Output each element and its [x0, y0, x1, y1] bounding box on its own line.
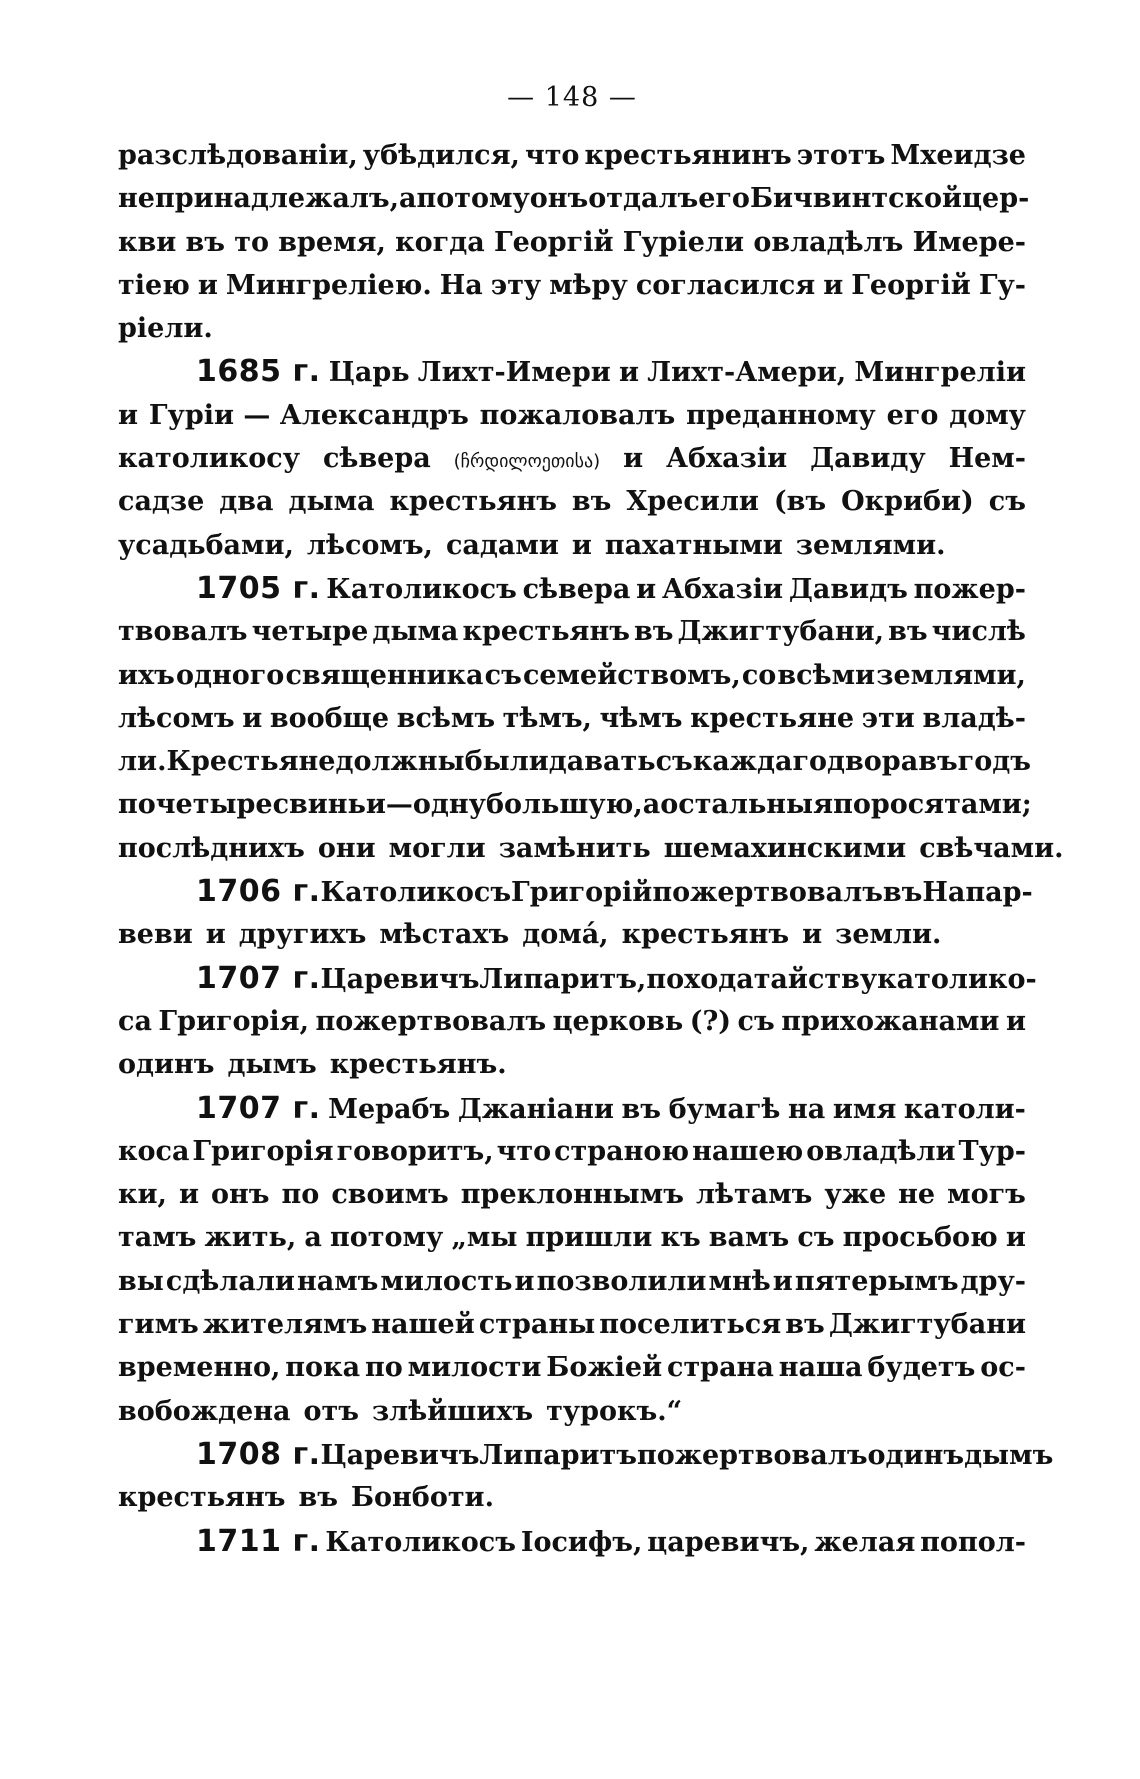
word: крестьянъ [389, 486, 557, 518]
text-line [118, 1087, 1026, 1130]
word: дру- [960, 1265, 1026, 1297]
word: нашею [692, 1135, 804, 1167]
entry-year: 1708 г. [196, 1436, 321, 1472]
text-body [118, 134, 1064, 1563]
word: коса [118, 1135, 190, 1167]
word: мнѣ [708, 1265, 771, 1297]
word: землями, [876, 659, 1026, 691]
word: своимъ [331, 1179, 449, 1211]
word: одного [175, 659, 285, 691]
word: Мингреліи [854, 357, 1026, 389]
word: нашей [371, 1309, 475, 1341]
word: потому [330, 1222, 444, 1254]
text-line [118, 913, 1026, 956]
word: Георгій [851, 269, 971, 301]
page-number: — 148 — [507, 82, 637, 113]
text-line [118, 1303, 1026, 1346]
word: послѣднихъ [118, 832, 305, 864]
word: не [898, 1179, 936, 1211]
word: были [464, 746, 549, 778]
word: и [242, 702, 263, 734]
word: намъ [296, 1265, 379, 1297]
entry-year: 1707 г. [196, 960, 321, 996]
text-line [118, 1520, 1026, 1563]
word: въ [888, 616, 928, 648]
word: Мхеидзе [890, 140, 1026, 171]
word: Католикосъ [320, 877, 512, 909]
text-line [118, 827, 1064, 870]
word: временно, [118, 1352, 281, 1384]
text-line [118, 264, 1026, 307]
word: и [619, 357, 640, 389]
word: въ [298, 1482, 338, 1514]
word: жить, [204, 1222, 297, 1254]
word: (ჩრდილოეთისა) [453, 451, 601, 473]
word: кви [118, 226, 177, 258]
word: католико- [877, 963, 1037, 995]
word: желая [814, 1526, 916, 1558]
text-line [118, 697, 1026, 740]
word: пожертвовалъ [652, 877, 883, 909]
word: въ [634, 616, 674, 648]
word: прихожанами [781, 1005, 1000, 1037]
word: чѣмъ [599, 702, 683, 734]
word: имя [832, 1093, 897, 1125]
word: Липаритъ [479, 1439, 637, 1471]
word: ли. [118, 746, 167, 778]
word: шемахинскими [663, 832, 907, 864]
word: турокъ.“ [546, 1395, 683, 1427]
word: и [772, 1265, 793, 1297]
word: онъ [529, 183, 589, 215]
word: Лихт-Имери [417, 357, 611, 389]
word: пожаловалъ [479, 399, 676, 431]
word: веви [118, 919, 193, 951]
word: съ [988, 486, 1026, 518]
text-line [118, 1173, 1026, 1216]
word: пожертвовалъ [636, 1439, 868, 1471]
word: На [439, 269, 483, 301]
word: гимъ [118, 1309, 199, 1341]
word: пока [285, 1352, 361, 1384]
word: а [642, 789, 661, 821]
word: могли [388, 832, 486, 864]
word: ходатайству [684, 963, 878, 995]
entry-year: 1711 г. [196, 1523, 321, 1559]
word: поселиться [599, 1309, 782, 1341]
word: годъ [957, 746, 1031, 778]
word: Лихт-Амери, [647, 357, 847, 389]
word: Джаніани [457, 1093, 614, 1125]
word: са [118, 1005, 152, 1037]
word: Абхазіи [666, 443, 788, 475]
word: Мингреліею. [225, 269, 432, 301]
word: тамъ [118, 1222, 197, 1254]
word: Царевичъ [320, 1439, 480, 1471]
word: пожертвовалъ [315, 1005, 547, 1037]
word: Напар- [922, 877, 1033, 909]
word: мѣстахъ [379, 919, 510, 951]
word: непринадлежалъ, [118, 183, 399, 215]
text-line [118, 1346, 1026, 1389]
word: пахатными [604, 529, 783, 561]
word: онъ [211, 1179, 270, 1211]
word: всѣми [777, 659, 876, 691]
word: дыма [372, 616, 459, 648]
word: католикосу [118, 443, 301, 475]
word: крестьянъ [462, 616, 630, 648]
text-line [118, 1130, 1026, 1173]
word: тіею [118, 269, 190, 301]
word: крестьянъ [118, 1482, 286, 1514]
text-line [118, 1390, 1026, 1433]
book-page [118, 78, 1064, 1563]
word: они [317, 832, 376, 864]
word: пятерымъ [794, 1265, 959, 1297]
word: потому [416, 183, 530, 215]
text-line [118, 350, 1026, 393]
word: владѣ- [922, 702, 1026, 734]
word: эту [490, 269, 542, 301]
word: Гуріели [622, 226, 745, 258]
text-line [118, 740, 1031, 783]
word: семействомъ, [522, 659, 741, 691]
word: Нем- [948, 443, 1026, 475]
text-line [118, 437, 1026, 480]
word: преданному [686, 399, 876, 431]
word: (въ [773, 486, 827, 518]
word: по [646, 963, 685, 995]
word: вамъ [708, 1222, 790, 1254]
word: числѣ [931, 616, 1026, 648]
word: и [178, 1179, 199, 1211]
word: дыма [288, 486, 375, 518]
word: просьбою [842, 1222, 998, 1254]
word: и [636, 573, 657, 605]
word: одинъ [118, 1049, 215, 1081]
word: и [118, 399, 139, 431]
word: по [118, 789, 156, 821]
word: сѣвера [522, 573, 631, 605]
word: Мерабъ [328, 1093, 451, 1125]
text-line [118, 1260, 1026, 1303]
word: съ [797, 1222, 835, 1254]
word: Джигтубани [828, 1309, 1026, 1341]
word: четыре [155, 789, 273, 821]
text-line [118, 957, 1037, 1000]
word: крестьянинъ [584, 140, 792, 171]
word: Григорія, [158, 1005, 310, 1037]
text-line [118, 221, 1026, 264]
word: должны [335, 746, 465, 778]
word: священника [285, 659, 484, 691]
word: четыре [251, 616, 369, 648]
text-line [118, 1476, 1026, 1519]
word: поросятами; [833, 789, 1032, 821]
word: отъ [303, 1395, 359, 1427]
word: по [364, 1352, 403, 1384]
word: ки, [118, 1179, 167, 1211]
word: церковь [552, 1005, 684, 1037]
word: къ [660, 1222, 701, 1254]
word: съ [655, 746, 693, 778]
entry-year: 1706 г. [196, 874, 321, 910]
word: земли. [835, 919, 942, 951]
word: попол- [920, 1526, 1026, 1558]
word: двора [827, 746, 919, 778]
word: будетъ [867, 1352, 976, 1384]
text-line [118, 1216, 1026, 1259]
word: его [886, 399, 939, 431]
word: замѣнить [498, 832, 651, 864]
word: милости [407, 1352, 542, 1384]
word: на [788, 1093, 826, 1125]
word: позволили [536, 1265, 707, 1297]
word: убѣдился, [362, 140, 520, 171]
word: Католикосъ [325, 1526, 516, 1558]
word: два [219, 486, 274, 518]
word: давать [548, 746, 656, 778]
word: что [496, 1135, 552, 1167]
word: бумагѣ [668, 1093, 781, 1125]
text-line [118, 1433, 1054, 1476]
word: одинъ [867, 1439, 965, 1471]
word: въ [785, 1309, 825, 1341]
word: Джигтубани, [677, 616, 885, 648]
word: и [514, 1265, 535, 1297]
word: Григорія [192, 1135, 334, 1167]
entry-year: 1705 г. [196, 570, 321, 606]
word: домá, [522, 919, 609, 951]
entry-year: 1707 г. [196, 1090, 321, 1126]
word: Имере- [912, 226, 1026, 258]
word: а [304, 1222, 322, 1254]
word: въ [185, 226, 226, 258]
word: разслѣдованіи, [118, 140, 358, 171]
word: цер- [962, 183, 1030, 215]
word: и [197, 269, 218, 301]
word: дымъ [227, 1049, 317, 1081]
word: Хресили [626, 486, 759, 518]
word: этотъ [796, 140, 886, 171]
word: большую, [485, 789, 643, 821]
word: въ [571, 486, 612, 518]
word: свѣчами. [919, 832, 1064, 864]
word: Липаритъ, [479, 963, 647, 995]
word: со [741, 659, 777, 691]
word: всѣмъ [396, 702, 496, 734]
word: крестьянъ. [329, 1049, 507, 1081]
word: согласился [635, 269, 816, 301]
text-line [118, 1043, 1026, 1086]
word: Крестьяне [166, 746, 336, 778]
word: а [398, 183, 417, 215]
word: лѣсомъ, [306, 529, 433, 561]
word: царевичъ, [647, 1526, 810, 1558]
word: его [698, 183, 750, 215]
word: Бонботи. [350, 1482, 494, 1514]
word: лѣтамъ [695, 1179, 813, 1211]
word: каждаго [692, 746, 828, 778]
text-line [118, 394, 1026, 437]
word: преклоннымъ [460, 1179, 684, 1211]
word: и [205, 919, 226, 951]
text-line [118, 783, 1032, 826]
word: время, [278, 226, 386, 258]
word: ос- [980, 1352, 1026, 1384]
word: „мы [451, 1222, 518, 1254]
word: католи- [903, 1093, 1026, 1125]
word: Бичвинтской [749, 183, 963, 215]
word: мѣру [549, 269, 628, 301]
text-line [118, 654, 1026, 697]
text-line [118, 567, 1026, 610]
word: ихъ [118, 659, 175, 691]
word: и [1005, 1005, 1026, 1037]
word: лѣсомъ [118, 702, 235, 734]
word: то [234, 226, 270, 258]
text-line [118, 870, 1033, 913]
entry-year: 1685 г. [196, 354, 321, 390]
word: Давиду [810, 443, 926, 475]
word: сдѣлали [165, 1265, 295, 1297]
word: въ [621, 1093, 662, 1125]
text-line [118, 610, 1026, 653]
word: страны [478, 1309, 596, 1341]
word: съ [737, 1005, 775, 1037]
word: и [623, 443, 644, 475]
word: твовалъ [118, 616, 248, 648]
word: дымъ [964, 1439, 1054, 1471]
word: по [281, 1179, 320, 1211]
word: Тур- [958, 1135, 1026, 1167]
word: съ [484, 659, 522, 691]
word: Абхазіи [661, 573, 784, 605]
word: вообще [269, 702, 390, 734]
word: Гуріи — Александръ [148, 399, 469, 431]
word: и [1005, 1222, 1026, 1254]
word: Гу- [978, 269, 1026, 301]
text-line [118, 480, 1026, 523]
word: Католикосъ [326, 573, 517, 605]
word: Давидъ [788, 573, 908, 605]
word: садзе [118, 486, 205, 518]
word: Божіей [546, 1352, 663, 1384]
word: землями. [795, 529, 946, 561]
word: сѣвера [322, 443, 431, 475]
word: пожер- [913, 573, 1026, 605]
word: наша [778, 1352, 863, 1384]
word: вобождена [118, 1395, 291, 1427]
word: садами [445, 529, 559, 561]
word: отдалъ [588, 183, 699, 215]
word: жителямъ [202, 1309, 368, 1341]
word: усадьбами, [118, 529, 294, 561]
word: могъ [947, 1179, 1026, 1211]
word: Григорій [511, 877, 653, 909]
word: дому [949, 399, 1026, 431]
word: когда [395, 226, 485, 258]
word: страна [667, 1352, 774, 1384]
word: эти [861, 702, 915, 734]
word: злѣйшихъ [371, 1395, 534, 1427]
word: и [571, 529, 592, 561]
word: Георгій [493, 226, 614, 258]
text-line [118, 307, 1026, 350]
word: Царь [328, 357, 410, 389]
word: страною [554, 1135, 690, 1167]
word: овладѣли [806, 1135, 956, 1167]
word: и [802, 919, 823, 951]
word: крестьяне [690, 702, 855, 734]
word: пришли [525, 1222, 653, 1254]
word: говоритъ, [336, 1135, 494, 1167]
word: Царевичъ [320, 963, 480, 995]
text-line [118, 524, 1026, 567]
word: что [524, 140, 580, 171]
word: тѣмъ, [502, 702, 592, 734]
word: и [823, 269, 844, 301]
word: милость [380, 1265, 513, 1297]
text-line [118, 134, 1026, 177]
word: свиньи—одну [272, 789, 486, 821]
word: Окриби) [841, 486, 974, 518]
word: другихъ [238, 919, 367, 951]
word: ріели. [118, 313, 213, 345]
word: уже [824, 1179, 887, 1211]
word: въ [918, 746, 958, 778]
word: Іосифъ, [520, 1526, 643, 1558]
text-line [118, 177, 1030, 220]
word: (?) [689, 1005, 732, 1037]
text-line [118, 1000, 1026, 1043]
word: овладѣлъ [753, 226, 904, 258]
word: остальныя [660, 789, 834, 821]
word: въ [882, 877, 923, 909]
word: вы [118, 1265, 164, 1297]
word: крестьянъ [621, 919, 790, 951]
